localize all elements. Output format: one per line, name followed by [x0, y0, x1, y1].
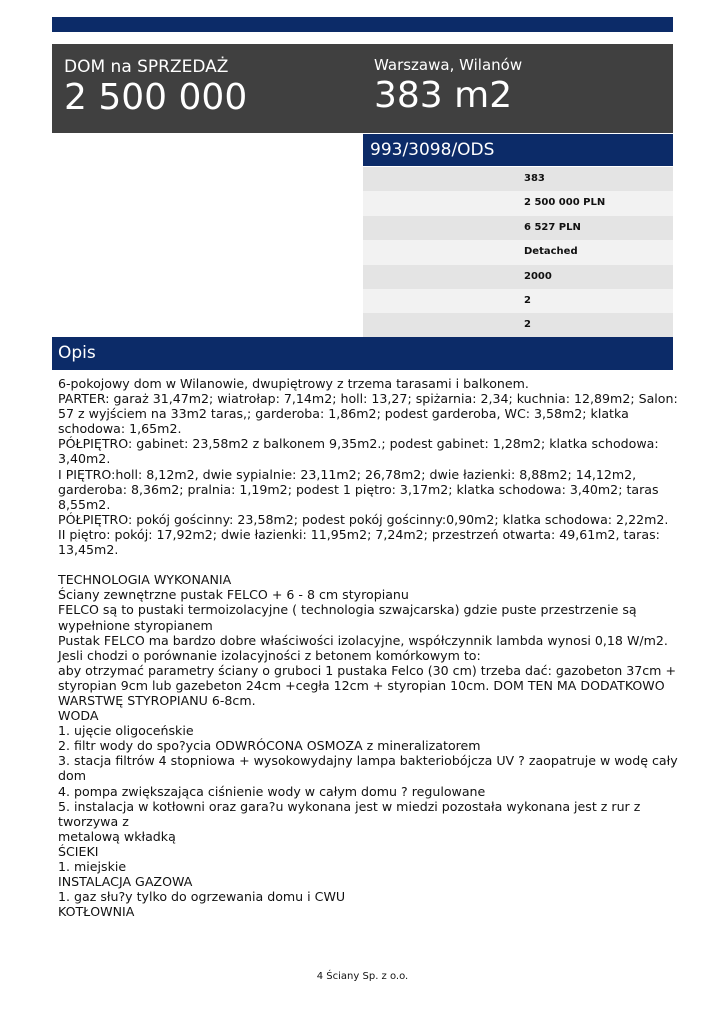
description-line: styropian 9cm lub gazebeton 24cm +cegła 12cm + styropian 10cm. DOM TEN MA DODATKOWO	[58, 677, 665, 693]
description-line: II piętro: pokój: 17,92m2; dwie łazienki: 11,95m2; 7,24m2; przestrzeń otwarta: 49,61m2, taras:	[58, 526, 660, 542]
hero-banner	[52, 44, 673, 133]
description-line: 57 z wyjściem na 33m2 taras,; garderoba: 1,86m2; podest garderoba, WC: 3,58m2; klatka	[58, 406, 629, 422]
detail-value: 6 527 PLN	[524, 221, 581, 233]
description-line: Jesli chodzi o porównanie izolacyjności z betonem komórkowym to:	[58, 647, 481, 663]
description-line: KOTŁOWNIA	[58, 904, 135, 920]
description-line: 8,55m2.	[58, 496, 111, 512]
detail-value: 2 500 000 PLN	[524, 197, 606, 209]
property-location: Warszawa, Wilanów	[374, 56, 523, 74]
reference-bar	[363, 134, 673, 166]
description-line: I PIĘTRO:holl: 8,12m2, dwie sypialnie: 23,11m2; 26,78m2; dwie łazienki: 8,88m2; 14,12m2,	[58, 466, 637, 482]
description-body	[58, 376, 678, 920]
description-line: 1. gaz słu?y tylko do ogrzewania domu i CWU	[58, 889, 346, 905]
detail-row	[363, 240, 673, 264]
description-header	[52, 337, 673, 370]
detail-value: 2000	[524, 270, 552, 282]
description-line	[58, 557, 668, 572]
detail-row	[363, 191, 673, 215]
description-line: 13,45m2.	[58, 542, 119, 558]
description-line: INSTALACJA GAZOWA	[58, 874, 193, 890]
description-line: 3. stacja filtrów 4 stopniowa + wysokowydajny lampa bakteriobójcza UV ? zaopatruje w wodę cały	[58, 753, 678, 769]
description-line: PÓŁPIĘTRO: pokój gościnny: 23,58m2; podest pokój gościnny:0,90m2; klatka schodowa: 2,22m2.	[58, 511, 669, 527]
description-line: ŚCIEKI	[58, 843, 99, 859]
description-line: 2. filtr wody do spo?ycia ODWRÓCONA OSMOZA z mineralizatorem	[58, 738, 481, 754]
property-area: 383 m2	[374, 75, 513, 116]
description-line: 1. ujęcie oligoceńskie	[58, 723, 194, 739]
detail-row	[363, 289, 673, 313]
detail-value: Detached	[524, 246, 578, 258]
description-title: Opis	[58, 343, 96, 363]
description-line: 5. instalacja w kotłowni oraz gara?u wykonana jest w miedzi pozostała wykonana jest z rur z	[58, 798, 641, 814]
description-line: PÓŁPIĘTRO: gabinet: 23,58m2 z balkonem 9,35m2.; podest gabinet: 1,28m2; klatka schodowa:	[58, 436, 659, 452]
description-line: FELCO są to pustaki termoizolacyjne ( technologia szwajcarska) gdzie puste przestrzenie są	[58, 602, 637, 618]
property-price: 2 500 000	[64, 77, 248, 118]
detail-row	[363, 313, 673, 337]
detail-row	[363, 167, 673, 191]
hero-right	[374, 57, 522, 117]
top-accent-bar	[52, 17, 673, 32]
description-line: schodowa: 1,65m2.	[58, 421, 182, 437]
description-line: aby otrzymać parametry ściany o gruboci 1 pustaka Felco (30 cm) trzeba dać: gazobeton 37cm +	[58, 662, 677, 678]
description-line: TECHNOLOGIA WYKONANIA	[58, 572, 232, 588]
hero-left	[64, 57, 247, 119]
property-type: DOM na SPRZEDAŻ	[64, 57, 229, 77]
detail-value: 383	[524, 173, 545, 184]
description-line: WARSTWĘ STYROPIANU 6-8cm.	[58, 692, 256, 708]
description-line: 1. miejskie	[58, 859, 127, 874]
description-line: WODA	[58, 708, 99, 724]
description-line: PARTER: garaż 31,47m2; wiatrołap: 7,14m2; holl: 13,27; spiżarnia: 2,34; kuchnia: 12,89m2; Salon:	[58, 391, 678, 407]
description-line: Ściany zewnętrzne pustak FELCO + 6 - 8 cm styropianu	[58, 587, 409, 603]
description-line: 4. pompa zwiększająca ciśnienie wody w całym domu ? regulowane	[58, 783, 486, 799]
description-line: 6-pokojowy dom w Wilanowie, dwupiętrowy z trzema tarasami i balkonem.	[58, 376, 529, 391]
footer-company: 4 Ściany Sp. z o.o.	[316, 971, 409, 982]
detail-value: 2	[524, 319, 531, 331]
reference-number: 993/3098/ODS	[370, 140, 495, 160]
description-line: wypełnione styropianem	[58, 617, 213, 633]
detail-value: 2	[524, 294, 531, 306]
description-line: metalową wkładką	[58, 828, 176, 844]
description-line: 3,40m2.	[58, 451, 111, 467]
detail-row	[363, 216, 673, 240]
details-table	[363, 167, 673, 338]
description-line: tworzywa z	[58, 813, 129, 829]
description-line: Pustak FELCO ma bardzo dobre właściwości izolacyjne, współczynnik lambda wynosi 0,18 W/m2.	[58, 632, 668, 648]
description-line: garderoba: 8,36m2; pralnia: 1,19m2; podest 1 piętro: 3,17m2; klatka schodowa: 3,40m2; taras	[58, 481, 659, 497]
detail-row	[363, 265, 673, 289]
description-line: dom	[58, 768, 86, 784]
